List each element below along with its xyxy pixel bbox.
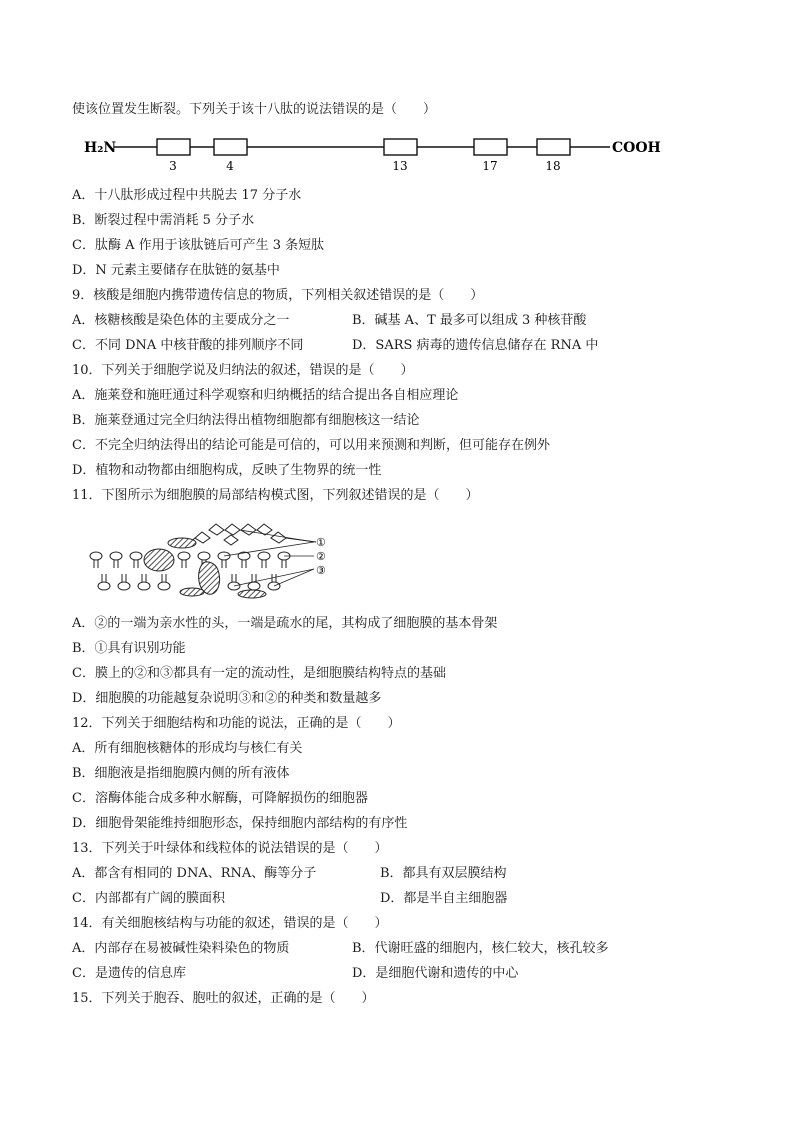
membrane-label-1: ① [316,536,326,549]
q8-option-a: A．十八肽形成过程中共脱去 17 分子水 [72,188,302,203]
q13-stem: 13．下列关于叶绿体和线粒体的说法错误的是（ ） [72,841,388,856]
q14-option-c: C．是遗传的信息库 [72,966,186,981]
q14-option-a: A．内部存在易被碱性染料染色的物质 [72,941,290,956]
q13-option-c: C．内部都有广阔的膜面积 [72,891,225,906]
q10-option-c: C．不完全归纳法得出的结论可能是可信的，可以用来预测和判断，但可能存在例外 [72,438,550,453]
q10-stem: 10．下列关于细胞学说及归纳法的叙述，错误的是（ ） [72,363,414,378]
q9-option-d: D．SARS 病毒的遗传信息储存在 RNA 中 [352,338,599,353]
q13-option-a: A．都含有相同的 DNA、RNA、酶等分子 [72,866,317,881]
n-terminus-label: H₂N [84,140,117,156]
cell-membrane-diagram [84,518,344,600]
q9-option-c: C．不同 DNA 中核苷酸的排列顺序不同 [72,338,304,353]
c-terminus-label: COOH [612,140,661,156]
q10-option-b: B．施莱登通过完全归纳法得出植物细胞都有细胞核这一结论 [72,413,420,428]
q11-option-b: B．①具有识别功能 [72,641,186,656]
q8-stem-tail: 使该位置发生断裂。下列关于该十八肽的说法错误的是（ ） [72,102,437,117]
q9-stem: 9．核酸是细胞内携带遗传信息的物质，下列相关叙述错误的是（ ） [72,288,484,303]
membrane-label-3: ③ [316,564,326,577]
q12-stem: 12．下列关于细胞结构和功能的说法，正确的是（ ） [72,716,401,731]
q10-option-a: A．施莱登和施旺通过科学观察和归纳概括的结合提出各自相应理论 [72,388,459,403]
q11-option-a: A．②的一端为亲水性的头，一端是疏水的尾，其构成了细胞膜的基本骨架 [72,616,498,631]
q13-option-d: D．都是半自主细胞器 [380,891,508,906]
q13-option-b: B．都具有双层膜结构 [380,866,507,881]
q12-option-b: B．细胞液是指细胞膜内侧的所有液体 [72,766,290,781]
q11-stem: 11．下图所示为细胞膜的局部结构模式图，下列叙述错误的是（ ） [72,488,479,503]
q12-option-c: C．溶酶体能合成多种水解酶，可降解损伤的细胞器 [72,791,368,806]
q12-option-a: A．所有细胞核糖体的形成均与核仁有关 [72,741,303,756]
q12-option-d: D．细胞骨架能维持细胞形态，保持细胞内部结构的有序性 [72,816,408,831]
q9-option-a: A．核糖核酸是染色体的主要成分之一 [72,313,290,328]
q11-option-c: C．膜上的②和③都具有一定的流动性，是细胞膜结构特点的基础 [72,666,446,681]
q11-option-d: D．细胞膜的功能越复杂说明③和②的种类和数量越多 [72,691,382,706]
membrane-label-2: ② [316,550,326,563]
q8-option-b: B．断裂过程中需消耗 5 分子水 [72,213,255,228]
q14-option-b: B．代谢旺盛的细胞内，核仁较大，核孔较多 [352,941,609,956]
q9-option-b: B．碱基 A、T 最多可以组成 3 种核苷酸 [352,313,587,328]
position-label: 18 [545,159,561,173]
q15-stem: 15．下列关于胞吞、胞吐的叙述，正确的是（ ） [72,991,375,1006]
position-label: 17 [482,159,498,173]
position-label: 4 [226,159,234,173]
q14-stem: 14．有关细胞核结构与功能的叙述，错误的是（ ） [72,916,388,931]
q8-option-d: D．N 元素主要储存在肽链的氨基中 [72,263,280,278]
position-label: 13 [392,159,408,173]
position-label: 3 [169,159,177,173]
peptide-chain-diagram [84,132,684,177]
q8-option-c: C．肽酶 A 作用于该肽链后可产生 3 条短肽 [72,238,325,253]
q14-option-d: D．是细胞代谢和遗传的中心 [352,966,519,981]
q10-option-d: D．植物和动物都由细胞构成，反映了生物界的统一性 [72,463,382,478]
